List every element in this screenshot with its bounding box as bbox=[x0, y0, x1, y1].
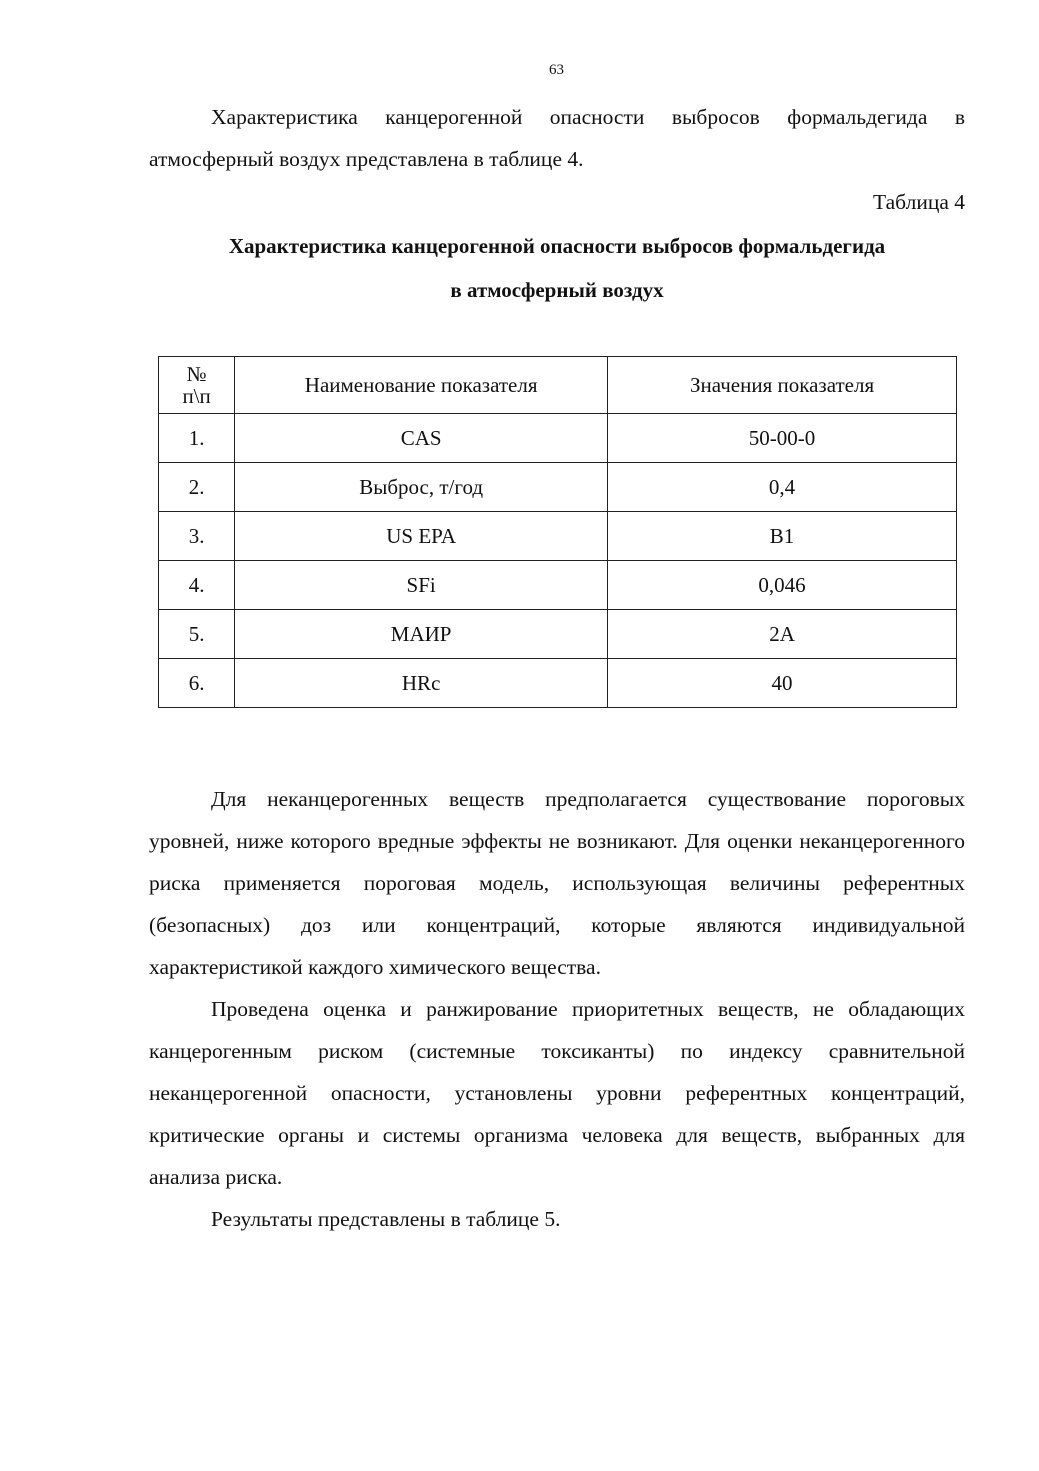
header-num-line1: № bbox=[186, 362, 207, 386]
body-text bbox=[149, 778, 965, 1240]
cell-name: HRc bbox=[235, 659, 608, 708]
cell-value: B1 bbox=[608, 512, 957, 561]
cell-value: 0,046 bbox=[608, 561, 957, 610]
table-title bbox=[149, 224, 965, 312]
cell-name: CAS bbox=[235, 414, 608, 463]
header-num bbox=[159, 357, 235, 414]
table-title-line2: в атмосферный воздух bbox=[450, 278, 664, 302]
cell-num: 2. bbox=[159, 463, 235, 512]
cell-value: 50-00-0 bbox=[608, 414, 957, 463]
table-row bbox=[159, 414, 957, 463]
body-paragraph: Результаты представлены в таблице 5. bbox=[211, 1207, 561, 1231]
cell-value: 0,4 bbox=[608, 463, 957, 512]
table-label: Таблица 4 bbox=[873, 190, 965, 214]
table-row bbox=[159, 610, 957, 659]
cell-num: 1. bbox=[159, 414, 235, 463]
cell-name: US EPA bbox=[235, 512, 608, 561]
cell-name: МАИР bbox=[235, 610, 608, 659]
table-row bbox=[159, 512, 957, 561]
intro-paragraph bbox=[149, 96, 965, 180]
table-row bbox=[159, 463, 957, 512]
table-row bbox=[159, 561, 957, 610]
header-name: Наименование показателя bbox=[235, 357, 608, 414]
cell-num: 6. bbox=[159, 659, 235, 708]
body-paragraph: Проведена оценка и ранжирование приоритетных веществ, не обладающих канцерогенным риском (системные токсиканты) по индексу сравнительной неканцерогенной опасности, установлены уровни референтных концентраций, критические органы и системы организма человека для веществ, выбранных для анализа риска. bbox=[149, 997, 965, 1189]
table-header-row bbox=[159, 357, 957, 414]
page-number: 63 bbox=[549, 62, 564, 78]
header-num-line2: п\п bbox=[182, 384, 211, 408]
header-value: Значения показателя bbox=[608, 357, 957, 414]
intro-text: Характеристика канцерогенной опасности выбросов формальдегида в атмосферный воздух представлена в таблице 4. bbox=[149, 105, 965, 171]
table-row bbox=[159, 659, 957, 708]
cell-num: 5. bbox=[159, 610, 235, 659]
cell-num: 4. bbox=[159, 561, 235, 610]
table-title-line1: Характеристика канцерогенной опасности выбросов формальдегида bbox=[228, 234, 886, 258]
data-table bbox=[158, 356, 957, 708]
cell-value: 2A bbox=[608, 610, 957, 659]
cell-name: Выброс, т/год bbox=[235, 463, 608, 512]
body-paragraph: Для неканцерогенных веществ предполагается существование пороговых уровней, ниже которого вредные эффекты не возникают. Для оценки неканцерогенного риска применяется пороговая модель, использующая величины референтных (безопасных) доз или концентраций, которые являются индивидуальной характеристикой каждого химического вещества. bbox=[149, 787, 965, 979]
cell-name: SFi bbox=[235, 561, 608, 610]
cell-value: 40 bbox=[608, 659, 957, 708]
cell-num: 3. bbox=[159, 512, 235, 561]
